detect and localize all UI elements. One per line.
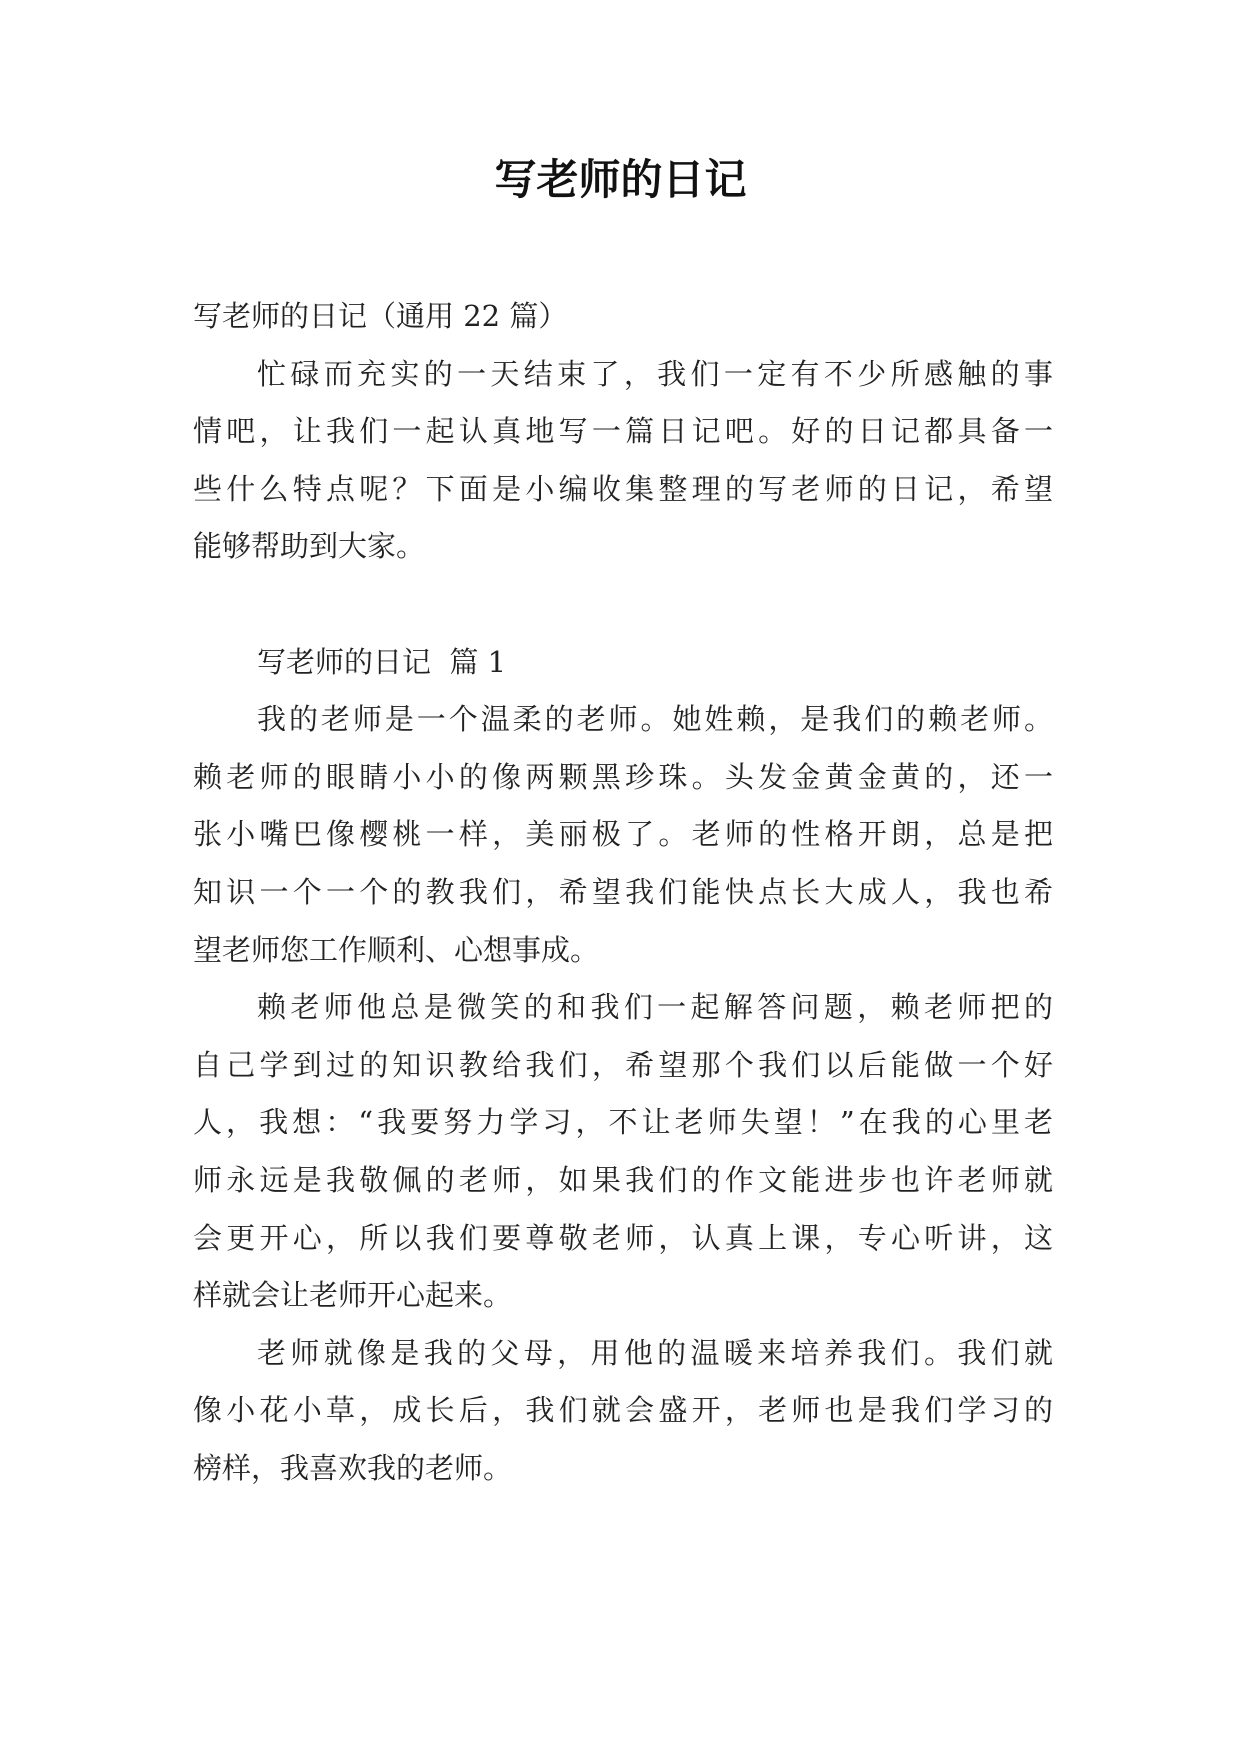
intro-paragraph [193, 346, 1053, 576]
body-paragraph-2 [193, 979, 1053, 1325]
text-line: 人，我想：“我要努力学习，不让老师失望！”在我的心里老 [193, 1105, 1053, 1140]
text-line: 老师就像是我的父母，用他的温暖来培养我们。我们就 [257, 1335, 1053, 1370]
text-line: 知识一个一个的教我们，希望我们能快点长大成人，我也希 [193, 874, 1053, 909]
document-title: 写老师的日记 [494, 155, 747, 204]
text-line: 忙碌而充实的一天结束了，我们一定有不少所感触的事 [257, 356, 1053, 391]
text-line: 赖老师的眼睛小小的像两颗黑珍珠。头发金黄金黄的，还一 [193, 759, 1053, 794]
document-subtitle: 写老师的日记（通用 22 篇） [193, 299, 568, 333]
text-line: 会更开心，所以我们要尊敬老师，认真上课，专心听讲，这 [193, 1220, 1053, 1255]
text-line: 榜样，我喜欢我的老师。 [193, 1450, 513, 1485]
text-line: 张小嘴巴像樱桃一样，美丽极了。老师的性格开朗，总是把 [193, 817, 1053, 852]
section-heading: 写老师的日记 篇 1 [257, 644, 507, 679]
text-line: 情吧，让我们一起认真地写一篇日记吧。好的日记都具备一 [193, 414, 1053, 449]
text-line: 我的老师是一个温柔的老师。她姓赖，是我们的赖老师。 [257, 702, 1053, 737]
text-line: 能够帮助到大家。 [193, 529, 426, 564]
text-line: 师永远是我敬佩的老师，如果我们的作文能进步也许老师就 [193, 1162, 1053, 1197]
text-line: 望老师您工作顺利、心想事成。 [193, 932, 600, 967]
text-line: 些什么特点呢？下面是小编收集整理的写老师的日记，希望 [193, 471, 1053, 506]
document-body [193, 288, 1053, 1497]
paragraph-gap [193, 576, 1053, 634]
text-line: 自己学到过的知识教给我们，希望那个我们以后能做一个好 [193, 1047, 1053, 1082]
text-line: 赖老师他总是微笑的和我们一起解答问题，赖老师把的 [257, 990, 1053, 1025]
text-line: 样就会让老师开心起来。 [193, 1278, 513, 1313]
text-line: 像小花小草，成长后，我们就会盛开，老师也是我们学习的 [193, 1393, 1053, 1428]
body-paragraph-1 [193, 691, 1053, 979]
body-paragraph-3 [193, 1325, 1053, 1498]
